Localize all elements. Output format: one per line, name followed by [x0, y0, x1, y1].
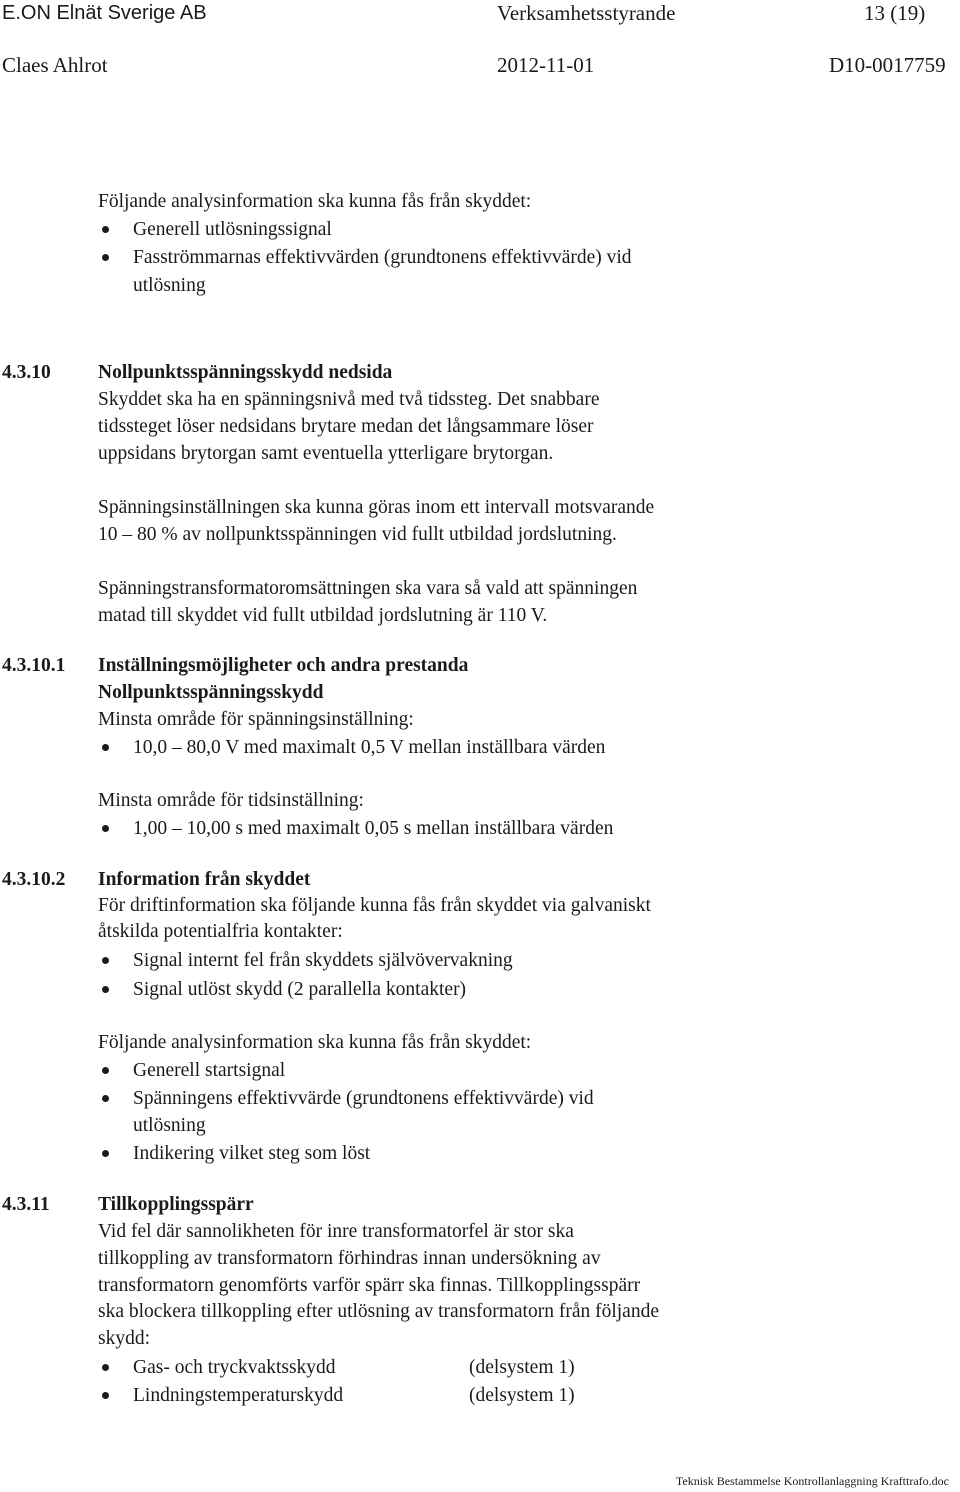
paragraph-line: åtskilda potentialfria kontakter:	[98, 921, 343, 942]
paragraph-line: 10 – 80 % av nollpunktsspänningen vid fullt utbildad jordslutning.	[98, 524, 617, 545]
bullet	[102, 957, 109, 964]
section-number: 4.3.10	[2, 362, 51, 383]
section-title: Inställningsmöjligheter och andra prestanda	[98, 655, 469, 676]
bullet	[102, 1150, 109, 1157]
list-item-continuation: utlösning	[133, 275, 206, 296]
list-item: Signal utlöst skydd (2 parallella kontakter)	[133, 979, 467, 1000]
paragraph-line: Skyddet ska ha en spänningsnivå med två tidssteg. Det snabbare	[98, 389, 600, 410]
section-title: Nollpunktsspänningsskydd nedsida	[98, 362, 393, 383]
paragraph-line: matad till skyddet vid fullt utbildad jordslutning är 110 V.	[98, 605, 548, 626]
list-item: Generell utlösningssignal	[133, 219, 332, 240]
paragraph-line: För driftinformation ska följande kunna fås från skyddet via galvaniskt	[98, 895, 651, 916]
section-number: 4.3.10.2	[2, 869, 66, 890]
paragraph-line: tidssteget löser nedsidans brytare medan det långsammare löser	[98, 416, 594, 437]
list-item: Generell startsignal	[133, 1060, 286, 1081]
list-item: Signal internt fel från skyddets självövervakning	[133, 950, 513, 971]
bullet	[102, 986, 109, 993]
paragraph-line: ska blockera tillkoppling efter utlösning av transformatorn från följande	[98, 1301, 659, 1322]
paragraph-line: Vid fel där sannolikheten för inre transformatorfel är stor ska	[98, 1221, 574, 1242]
paragraph-line: skydd:	[98, 1328, 151, 1349]
header-doc-id: D10-0017759	[829, 53, 946, 77]
bullet	[102, 825, 109, 832]
footer-filename: Teknisk Bestammelse Kontrollanlaggning Krafttrafo.doc	[675, 1474, 949, 1488]
paragraph-line: tillkoppling av transformatorn förhindras innan undersökning av	[98, 1248, 601, 1269]
time-range-label: Minsta område för tidsinställning:	[98, 790, 364, 811]
voltage-range-label: Minsta område för spänningsinställning:	[98, 709, 414, 730]
bullet	[102, 254, 109, 261]
list-item: 1,00 – 10,00 s med maximalt 0,05 s mellan inställbara värden	[133, 818, 614, 839]
bullet	[102, 744, 109, 751]
header-company: E.ON Elnät Sverige AB	[2, 2, 207, 24]
header-date: 2012-11-01	[497, 53, 595, 77]
header-author: Claes Ahlrot	[2, 53, 108, 77]
paragraph-line: Spänningsinställningen ska kunna göras inom ett intervall motsvarande	[98, 497, 655, 518]
list-item-name: Gas- och tryckvaktsskydd	[133, 1357, 336, 1378]
bullet	[102, 1392, 109, 1399]
paragraph-line: Spänningstransformatoromsättningen ska vara så vald att spänningen	[98, 578, 638, 599]
paragraph-line: transformatorn genomförts varför spärr ska finnas. Tillkopplingsspärr	[98, 1275, 641, 1296]
list-item: Fasströmmarnas effektivvärden (grundtonens effektivvärde) vid	[133, 247, 632, 268]
list-item-system: (delsystem 1)	[469, 1385, 575, 1406]
list-item: 10,0 – 80,0 V med maximalt 0,5 V mellan inställbara värden	[133, 737, 606, 758]
bullet	[102, 226, 109, 233]
header-page: 13 (19)	[864, 1, 926, 25]
analysis-label: Följande analysinformation ska kunna fås från skyddet:	[98, 1032, 532, 1053]
list-item: Spänningens effektivvärde (grundtonens effektivvärde) vid	[133, 1088, 594, 1109]
section-title: Information från skyddet	[98, 869, 311, 890]
section-title: Tillkopplingsspärr	[98, 1194, 254, 1215]
section-title-line-2: Nollpunktsspänningsskydd	[98, 682, 324, 703]
list-item: Indikering vilket steg som löst	[133, 1143, 371, 1164]
list-item-continuation: utlösning	[133, 1115, 206, 1136]
intro-heading: Följande analysinformation ska kunna fås från skyddet:	[98, 191, 532, 212]
section-number: 4.3.11	[2, 1194, 50, 1215]
paragraph-line: uppsidans brytorgan samt eventuella ytterligare brytorgan.	[98, 443, 554, 464]
list-item-name: Lindningstemperaturskydd	[133, 1385, 344, 1406]
header-doc-type: Verksamhetsstyrande	[497, 1, 676, 25]
section-number: 4.3.10.1	[2, 655, 66, 676]
bullet	[102, 1095, 109, 1102]
bullet	[102, 1364, 109, 1371]
bullet	[102, 1067, 109, 1074]
list-item-system: (delsystem 1)	[469, 1357, 575, 1378]
